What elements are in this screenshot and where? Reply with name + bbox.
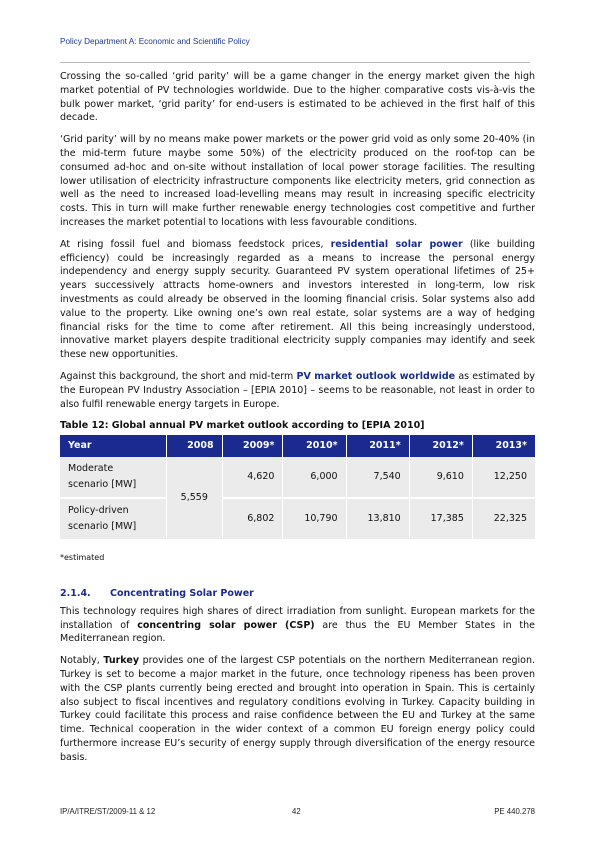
column-header: 2012* bbox=[409, 435, 472, 457]
table-cell: 9,610 bbox=[409, 457, 472, 498]
paragraph-grid-parity: Crossing the so-called ‘grid parity’ will be a game changer in the energy market given the high market potential of PV technologies worldwide. Due to the higher comparative costs vis-à-vis the bulk power market, ‘grid parity’ for end-users is estimated to be achieved in the first half of this decade. bbox=[60, 71, 535, 124]
table-cell: 13,810 bbox=[346, 498, 409, 540]
table-footnote: *estimated bbox=[60, 553, 105, 563]
bold-csp-term: concentring solar power (CSP) bbox=[137, 619, 315, 631]
text-run: At rising fossil fuel and biomass feedstock prices, bbox=[60, 238, 331, 250]
column-header: 2009* bbox=[222, 435, 283, 457]
paragraph-turkey bbox=[60, 654, 535, 764]
text-run: are thus the EU Member States in the Mediterranean region. bbox=[60, 619, 535, 645]
table-cell: 6,802 bbox=[222, 498, 283, 540]
row-label bbox=[60, 498, 167, 540]
table-cell: 6,000 bbox=[283, 457, 346, 498]
page-header: Policy Department A: Economic and Scientific Policy bbox=[60, 37, 250, 46]
row-label bbox=[60, 457, 167, 498]
section-number: 2.1.4. bbox=[60, 587, 91, 599]
table-cell: 17,385 bbox=[409, 498, 472, 540]
column-header: 2010* bbox=[283, 435, 346, 457]
highlight-pv-market-outlook: PV market outlook worldwide bbox=[296, 370, 456, 382]
paragraph-grid-void: ‘Grid parity’ will by no means make power markets or the power grid void as only some 20-40% (in the mid-term future maybe some 50%) of the electricity produced on the roof-top can be consumed ad-hoc and on-site without installation of local power storage facilities. The resulting lower utilisation of electricity infrastructure components like electricity meters, grid connection as well as the need to increased load-levelling means may result in increasing specific electricity costs. This in turn will make further renewable energy technologies cost competitive and further increases the market potential to locations with less favourable conditions. bbox=[60, 134, 535, 228]
section-heading bbox=[60, 587, 535, 601]
table-cell: 22,325 bbox=[472, 498, 535, 540]
table-row bbox=[60, 457, 535, 498]
row-label-line: Moderate bbox=[68, 463, 114, 475]
pv-market-table bbox=[60, 435, 535, 541]
footer-pe-number: PE 440.278 bbox=[494, 807, 535, 816]
table-header-row bbox=[60, 435, 535, 457]
text-run: as estimated by the European PV Industry Association – [EPIA 2010] – seems to be reasonable, not least in order to also fulfil renewable energy targets in Europe. bbox=[60, 370, 535, 410]
row-label-line: Policy-driven bbox=[68, 505, 129, 517]
text-run: This technology requires high shares of direct irradiation from sunlight. European markets for the installation of bbox=[60, 605, 535, 631]
bold-turkey: Turkey bbox=[103, 655, 140, 667]
table-cell: 4,620 bbox=[222, 457, 283, 498]
text-run: Notably, bbox=[60, 655, 104, 667]
column-header: 2011* bbox=[346, 435, 409, 457]
table-cell: 12,250 bbox=[472, 457, 535, 498]
paragraph-residential-solar bbox=[60, 238, 535, 362]
text-run: provides one of the largest CSP potentials on the northern Mediterranean region. Turkey is set to become a major market in the future, once technology ripeness has been proven with the CSP plants currently being erected and brought into operation in Spain. This is certainly also subject to fiscal incentives and regulatory conditions evolving in Turkey. Capacity building in Turkey could facilitate this process and raise confidence between the EU and Turkey at the same time. Technical cooperation in the wider context of a common EU foreign energy policy could furthermore increase EU’s security of energy supply through diversification of the energy resource basis. bbox=[60, 655, 536, 763]
column-header: 2013* bbox=[472, 435, 535, 457]
highlight-residential-solar-power: residential solar power bbox=[330, 238, 463, 250]
row-label-line: scenario [MW] bbox=[68, 521, 137, 533]
text-run: Against this background, the short and mid-term bbox=[60, 370, 297, 382]
table-caption: Table 12: Global annual PV market outlook according to [EPIA 2010] bbox=[60, 420, 425, 432]
table-cell: 10,790 bbox=[283, 498, 346, 540]
section-title: Concentrating Solar Power bbox=[110, 587, 254, 599]
column-header: Year bbox=[60, 435, 167, 457]
row-label-line: scenario [MW] bbox=[68, 479, 137, 491]
paragraph-csp-intro bbox=[60, 605, 535, 646]
header-divider bbox=[60, 62, 530, 63]
page-number: 42 bbox=[292, 807, 301, 816]
column-header: 2008 bbox=[167, 435, 223, 457]
text-run: (like building efficiency) could be increasingly regarded as a means to increase the personal energy independency and energy supply security. Guaranteed PV system operational lifetimes of 25+ years successively attracts home-owners and investors interested in long-term, low risk investments as could already be observed in the looming financial crisis. Solar systems also add value to the property. Like owning one’s own real estate, solar systems are a way of hedging financial risks for the time to come after retirement. All this being increasingly understood, innovative market players despite traditional electricity supply companies may identify and seek these new opportunities. bbox=[60, 238, 535, 361]
footer-document-id: IP/A/ITRE/ST/2009-11 & 12 bbox=[60, 807, 156, 816]
table-row bbox=[60, 498, 535, 540]
paragraph-market-outlook bbox=[60, 370, 535, 411]
page-content bbox=[60, 70, 535, 772]
table-cell-2008: 5,559 bbox=[167, 457, 223, 540]
table-cell: 7,540 bbox=[346, 457, 409, 498]
